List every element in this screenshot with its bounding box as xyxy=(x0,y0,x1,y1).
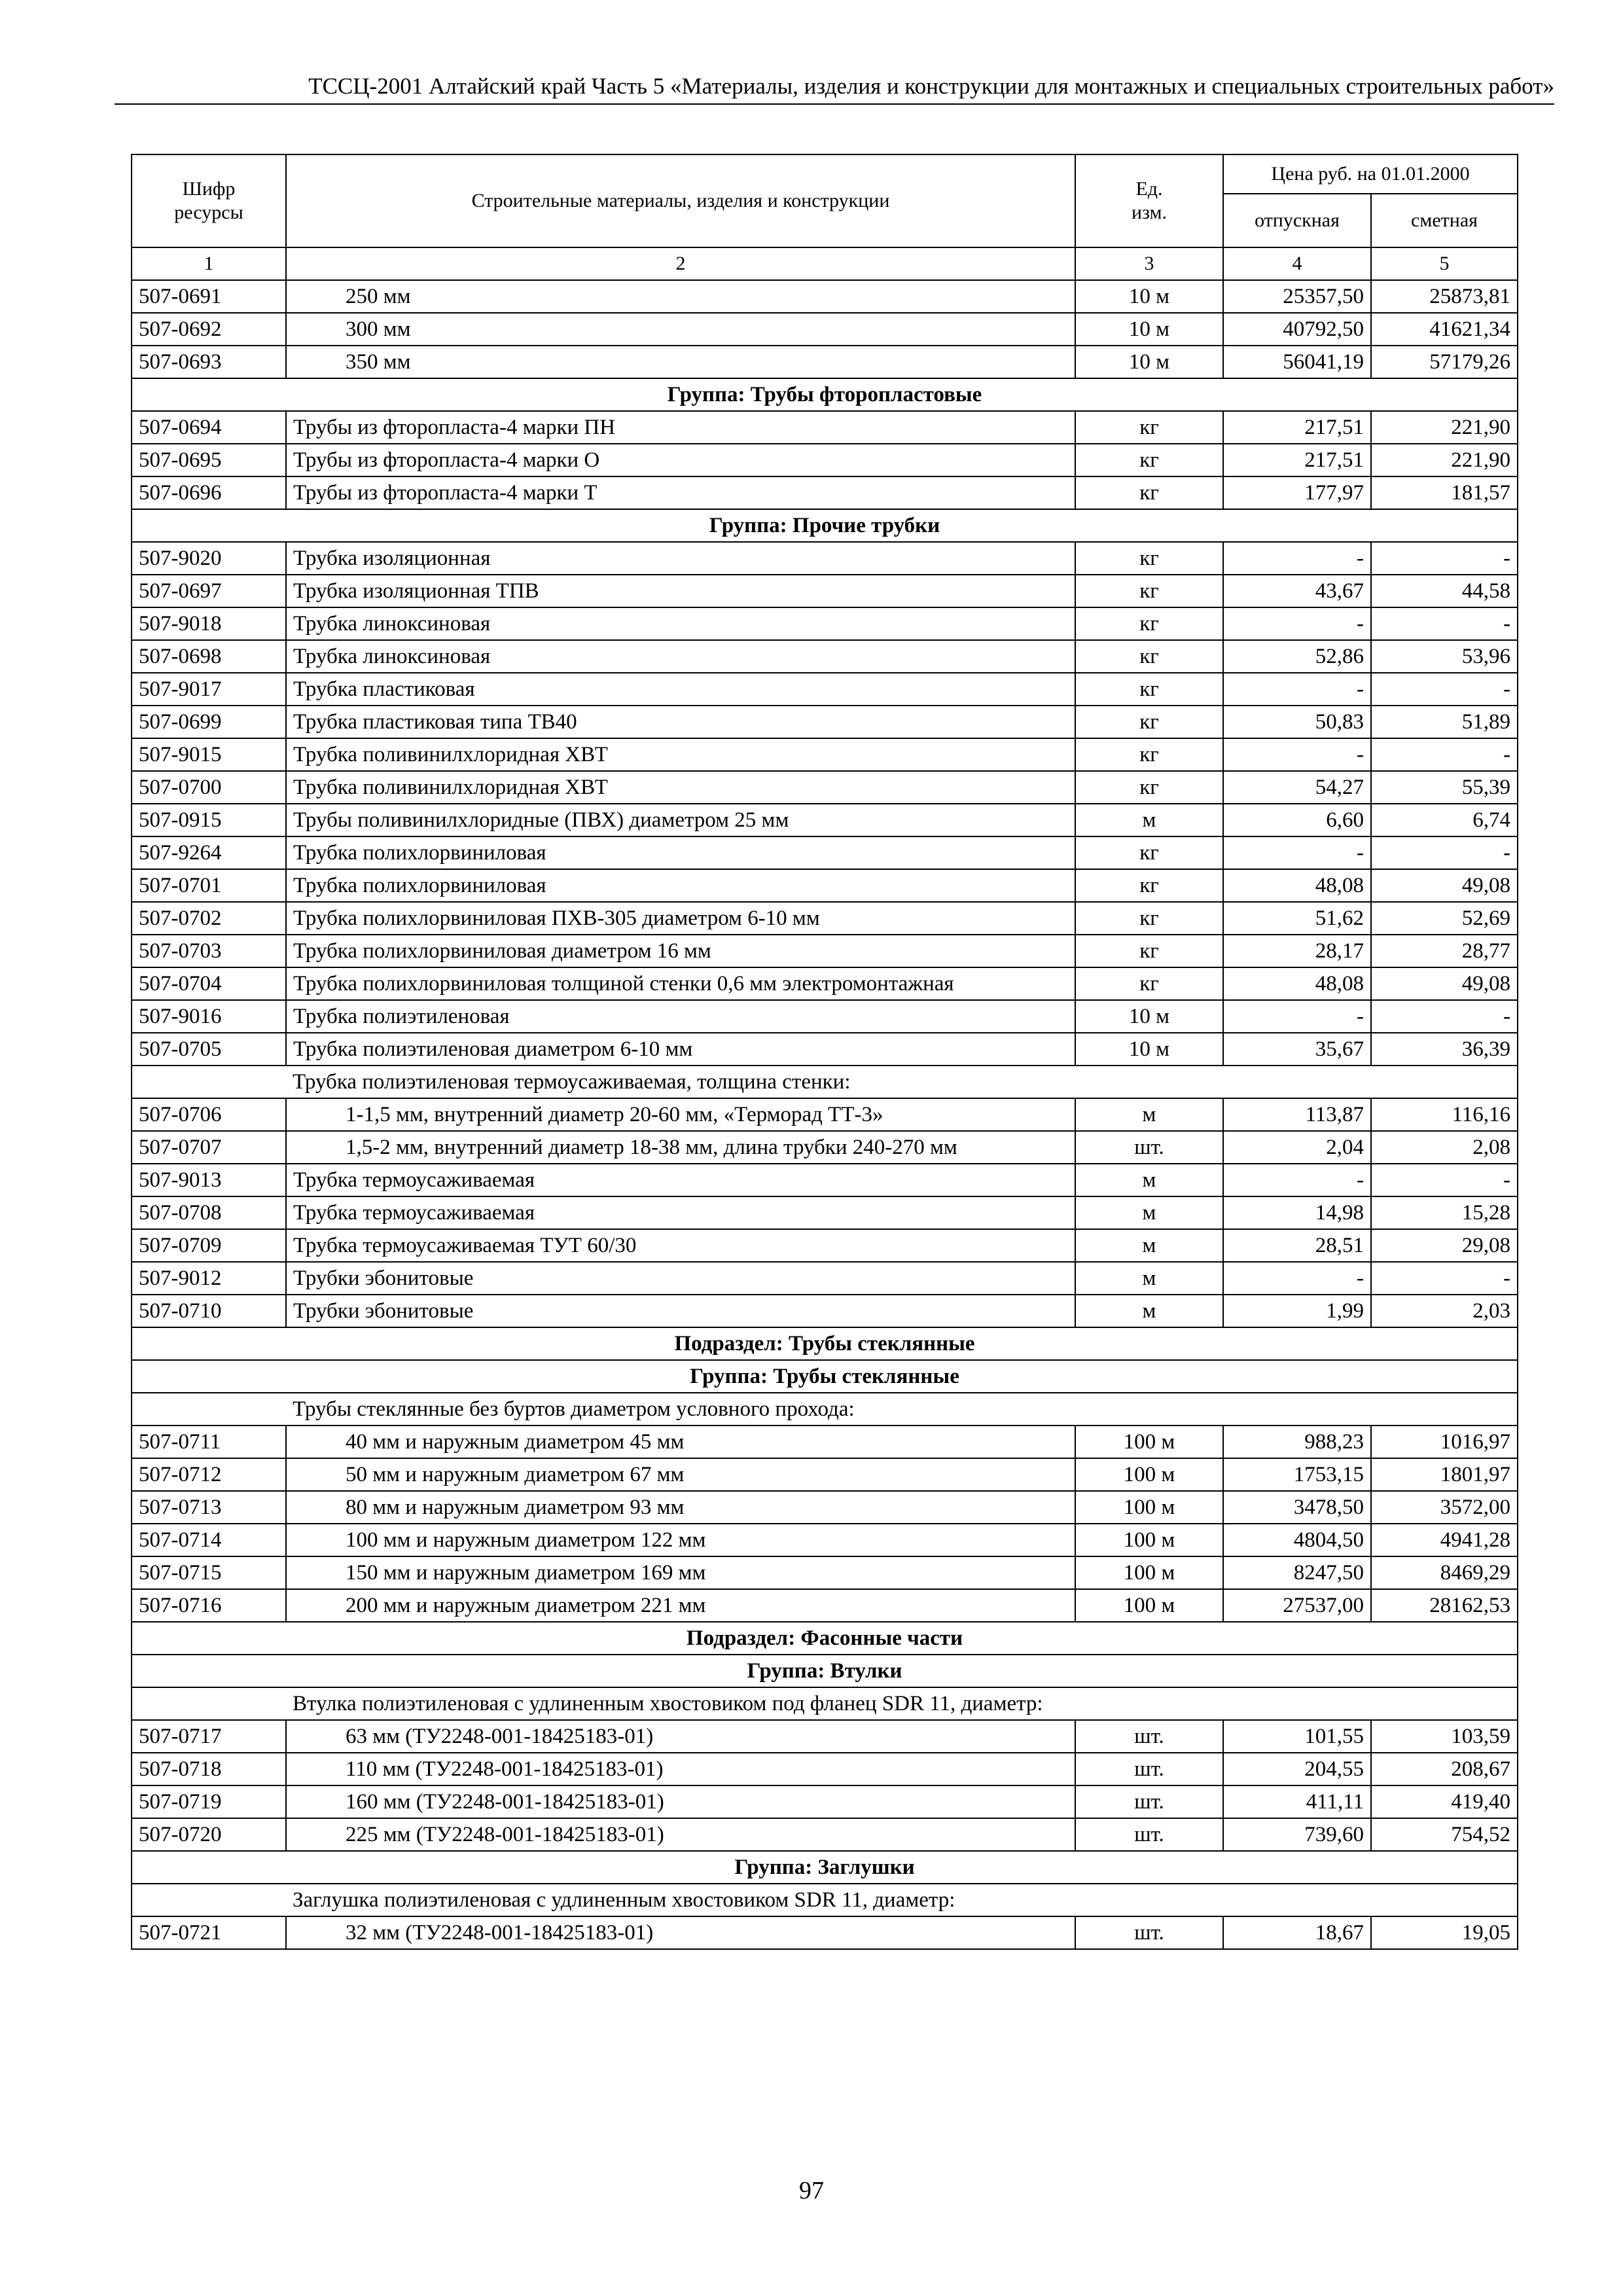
resource-code: 507-0704 xyxy=(132,967,286,1000)
table-row xyxy=(132,1033,1518,1066)
resource-code: 507-0701 xyxy=(132,869,286,902)
resource-code: 507-0706 xyxy=(132,1098,286,1131)
estimate-price: 221,90 xyxy=(1371,411,1518,444)
table-row xyxy=(132,1556,1518,1589)
material-name: Трубы из фторопласта-4 марки Т xyxy=(286,476,1075,509)
subheading-text: Трубы стеклянные без буртов диаметром условного прохода: xyxy=(286,1393,1518,1426)
table-row xyxy=(132,1426,1518,1458)
unit-of-measure: кг xyxy=(1075,411,1223,444)
col-header-price: Цена руб. на 01.01.2000 xyxy=(1223,154,1518,194)
material-name: 160 мм (ТУ2248-001-18425183-01) xyxy=(286,1785,1075,1818)
col-header-release: отпускная xyxy=(1223,194,1371,247)
release-price: 177,97 xyxy=(1223,476,1371,509)
release-price: 54,27 xyxy=(1223,771,1371,804)
release-price: 217,51 xyxy=(1223,411,1371,444)
estimate-price: 419,40 xyxy=(1371,1785,1518,1818)
release-price: - xyxy=(1223,607,1371,640)
material-name: Трубка полихлорвиниловая xyxy=(286,836,1075,869)
release-price: 14,98 xyxy=(1223,1196,1371,1229)
column-number: 3 xyxy=(1075,247,1223,280)
estimate-price: 19,05 xyxy=(1371,1916,1518,1949)
resource-code: 507-0694 xyxy=(132,411,286,444)
subheading-spacer xyxy=(132,1687,286,1720)
resource-code: 507-9016 xyxy=(132,1000,286,1033)
table-row xyxy=(132,1295,1518,1327)
table-row xyxy=(132,935,1518,967)
estimate-price: - xyxy=(1371,673,1518,706)
subheading-text: Трубка полиэтиленовая термоусаживаемая, толщина стенки: xyxy=(286,1066,1518,1098)
unit-of-measure: 100 м xyxy=(1075,1524,1223,1556)
price-table xyxy=(131,154,1518,1950)
subheading-row xyxy=(132,1687,1518,1720)
release-price: 113,87 xyxy=(1223,1098,1371,1131)
resource-code: 507-9020 xyxy=(132,542,286,575)
unit-of-measure: кг xyxy=(1075,444,1223,476)
column-number: 1 xyxy=(132,247,286,280)
resource-code: 507-0708 xyxy=(132,1196,286,1229)
estimate-price: - xyxy=(1371,607,1518,640)
group-title: Группа: Втулки xyxy=(132,1655,1518,1687)
estimate-price: 49,08 xyxy=(1371,967,1518,1000)
estimate-price: 8469,29 xyxy=(1371,1556,1518,1589)
group-title: Группа: Заглушки xyxy=(132,1851,1518,1884)
release-price: 43,67 xyxy=(1223,575,1371,607)
table-row xyxy=(132,476,1518,509)
unit-of-measure: шт. xyxy=(1075,1785,1223,1818)
table-row xyxy=(132,1131,1518,1164)
resource-code: 507-9017 xyxy=(132,673,286,706)
material-name: 350 мм xyxy=(286,346,1075,378)
unit-of-measure: 100 м xyxy=(1075,1491,1223,1524)
material-name: 40 мм и наружным диаметром 45 мм xyxy=(286,1426,1075,1458)
material-name: Трубка линоксиновая xyxy=(286,607,1075,640)
subsection-title: Подраздел: Трубы стеклянные xyxy=(132,1327,1518,1360)
material-name: 250 мм xyxy=(286,280,1075,313)
subheading-text: Заглушка полиэтиленовая с удлиненным хвостовиком SDR 11, диаметр: xyxy=(286,1884,1518,1916)
unit-of-measure: кг xyxy=(1075,706,1223,738)
release-price: 217,51 xyxy=(1223,444,1371,476)
table-row xyxy=(132,836,1518,869)
resource-code: 507-0692 xyxy=(132,313,286,346)
material-name: Трубка термоусаживаемая ТУТ 60/30 xyxy=(286,1229,1075,1262)
release-price: - xyxy=(1223,1000,1371,1033)
group-row xyxy=(132,1851,1518,1884)
table-header xyxy=(132,154,1518,280)
resource-code: 507-0711 xyxy=(132,1426,286,1458)
material-name: 63 мм (ТУ2248-001-18425183-01) xyxy=(286,1720,1075,1753)
table-body xyxy=(132,280,1518,1949)
estimate-price: 25873,81 xyxy=(1371,280,1518,313)
unit-of-measure: шт. xyxy=(1075,1131,1223,1164)
running-header: ТССЦ-2001 Алтайский край Часть 5 «Материалы, изделия и конструкции для монтажных и специальных строительных работ» xyxy=(308,73,1554,99)
material-name: Трубка термоусаживаемая xyxy=(286,1164,1075,1196)
release-price: 50,83 xyxy=(1223,706,1371,738)
unit-of-measure: 100 м xyxy=(1075,1556,1223,1589)
release-price: 48,08 xyxy=(1223,967,1371,1000)
estimate-price: 208,67 xyxy=(1371,1753,1518,1785)
material-name: 80 мм и наружным диаметром 93 мм xyxy=(286,1491,1075,1524)
estimate-price: 29,08 xyxy=(1371,1229,1518,1262)
release-price: 28,51 xyxy=(1223,1229,1371,1262)
resource-code: 507-0695 xyxy=(132,444,286,476)
material-name: 300 мм xyxy=(286,313,1075,346)
material-name: Трубка полихлорвиниловая xyxy=(286,869,1075,902)
release-price: 411,11 xyxy=(1223,1785,1371,1818)
table-row xyxy=(132,869,1518,902)
estimate-price: 49,08 xyxy=(1371,869,1518,902)
release-price: 4804,50 xyxy=(1223,1524,1371,1556)
material-name: 200 мм и наружным диаметром 221 мм xyxy=(286,1589,1075,1622)
release-price: 8247,50 xyxy=(1223,1556,1371,1589)
unit-of-measure: м xyxy=(1075,1229,1223,1262)
estimate-price: 28,77 xyxy=(1371,935,1518,967)
estimate-price: 1016,97 xyxy=(1371,1426,1518,1458)
estimate-price: 181,57 xyxy=(1371,476,1518,509)
table-row xyxy=(132,1491,1518,1524)
resource-code: 507-0700 xyxy=(132,771,286,804)
estimate-price: 55,39 xyxy=(1371,771,1518,804)
subsection-row xyxy=(132,1622,1518,1655)
estimate-price: 41621,34 xyxy=(1371,313,1518,346)
resource-code: 507-9013 xyxy=(132,1164,286,1196)
table-row xyxy=(132,1262,1518,1295)
estimate-price: 15,28 xyxy=(1371,1196,1518,1229)
column-number: 4 xyxy=(1223,247,1371,280)
group-title: Группа: Прочие трубки xyxy=(132,509,1518,542)
unit-of-measure: 10 м xyxy=(1075,280,1223,313)
unit-of-measure: кг xyxy=(1075,738,1223,771)
unit-of-measure: м xyxy=(1075,804,1223,836)
resource-code: 507-9018 xyxy=(132,607,286,640)
table-row xyxy=(132,1196,1518,1229)
estimate-price: 57179,26 xyxy=(1371,346,1518,378)
col-header-code: Шифр ресурсы xyxy=(132,154,286,247)
table-row xyxy=(132,1720,1518,1753)
estimate-price: 4941,28 xyxy=(1371,1524,1518,1556)
table-row xyxy=(132,542,1518,575)
table-row xyxy=(132,1098,1518,1131)
release-price: 1753,15 xyxy=(1223,1458,1371,1491)
table-row xyxy=(132,313,1518,346)
estimate-price: 116,16 xyxy=(1371,1098,1518,1131)
resource-code: 507-0697 xyxy=(132,575,286,607)
group-title: Группа: Трубы фторопластовые xyxy=(132,378,1518,411)
estimate-price: 103,59 xyxy=(1371,1720,1518,1753)
release-price: - xyxy=(1223,673,1371,706)
resource-code: 507-0696 xyxy=(132,476,286,509)
table-row xyxy=(132,1229,1518,1262)
estimate-price: - xyxy=(1371,1000,1518,1033)
release-price: 25357,50 xyxy=(1223,280,1371,313)
table-row xyxy=(132,967,1518,1000)
subheading-row xyxy=(132,1066,1518,1098)
estimate-price: 754,52 xyxy=(1371,1818,1518,1851)
resource-code: 507-0720 xyxy=(132,1818,286,1851)
unit-of-measure: шт. xyxy=(1075,1916,1223,1949)
estimate-price: 44,58 xyxy=(1371,575,1518,607)
release-price: 3478,50 xyxy=(1223,1491,1371,1524)
material-name: 1-1,5 мм, внутренний диаметр 20-60 мм, «Терморад ТТ-3» xyxy=(286,1098,1075,1131)
unit-of-measure: шт. xyxy=(1075,1720,1223,1753)
material-name: 150 мм и наружным диаметром 169 мм xyxy=(286,1556,1075,1589)
table-row xyxy=(132,771,1518,804)
material-name: Трубка поливинилхлоридная ХВТ xyxy=(286,738,1075,771)
resource-code: 507-0698 xyxy=(132,640,286,673)
table-row xyxy=(132,1785,1518,1818)
subheading-row xyxy=(132,1884,1518,1916)
table-row xyxy=(132,1164,1518,1196)
group-row xyxy=(132,378,1518,411)
subheading-spacer xyxy=(132,1884,286,1916)
material-name: 50 мм и наружным диаметром 67 мм xyxy=(286,1458,1075,1491)
release-price: 204,55 xyxy=(1223,1753,1371,1785)
resource-code: 507-0718 xyxy=(132,1753,286,1785)
subsection-row xyxy=(132,1327,1518,1360)
unit-of-measure: кг xyxy=(1075,935,1223,967)
resource-code: 507-0702 xyxy=(132,902,286,935)
subheading-spacer xyxy=(132,1066,286,1098)
release-price: 35,67 xyxy=(1223,1033,1371,1066)
resource-code: 507-0715 xyxy=(132,1556,286,1589)
subheading-text: Втулка полиэтиленовая с удлиненным хвостовиком под фланец SDR 11, диаметр: xyxy=(286,1687,1518,1720)
release-price: 6,60 xyxy=(1223,804,1371,836)
table-row xyxy=(132,1458,1518,1491)
unit-of-measure: шт. xyxy=(1075,1753,1223,1785)
estimate-price: 28162,53 xyxy=(1371,1589,1518,1622)
unit-of-measure: 100 м xyxy=(1075,1458,1223,1491)
unit-of-measure: 10 м xyxy=(1075,346,1223,378)
table-row xyxy=(132,706,1518,738)
col-header-estimate: сметная xyxy=(1371,194,1518,247)
table-row xyxy=(132,1916,1518,1949)
release-price: 1,99 xyxy=(1223,1295,1371,1327)
release-price: 101,55 xyxy=(1223,1720,1371,1753)
unit-of-measure: кг xyxy=(1075,542,1223,575)
subheading-spacer xyxy=(132,1393,286,1426)
resource-code: 507-0717 xyxy=(132,1720,286,1753)
release-price: - xyxy=(1223,738,1371,771)
group-row xyxy=(132,509,1518,542)
table-row xyxy=(132,1753,1518,1785)
resource-code: 507-9015 xyxy=(132,738,286,771)
unit-of-measure: шт. xyxy=(1075,1818,1223,1851)
group-title: Группа: Трубы стеклянные xyxy=(132,1360,1518,1393)
subheading-row xyxy=(132,1393,1518,1426)
table-row xyxy=(132,346,1518,378)
estimate-price: 2,03 xyxy=(1371,1295,1518,1327)
header-rule xyxy=(115,103,1554,105)
material-name: 1,5-2 мм, внутренний диаметр 18-38 мм, длина трубки 240-270 мм xyxy=(286,1131,1075,1164)
material-name: Трубка полихлорвиниловая толщиной стенки 0,6 мм электромонтажная xyxy=(286,967,1075,1000)
resource-code: 507-0693 xyxy=(132,346,286,378)
release-price: 739,60 xyxy=(1223,1818,1371,1851)
resource-code: 507-0721 xyxy=(132,1916,286,1949)
release-price: 56041,19 xyxy=(1223,346,1371,378)
estimate-price: - xyxy=(1371,542,1518,575)
release-price: 40792,50 xyxy=(1223,313,1371,346)
resource-code: 507-9264 xyxy=(132,836,286,869)
material-name: Трубка изоляционная ТПВ xyxy=(286,575,1075,607)
table-row xyxy=(132,1000,1518,1033)
resource-code: 507-0709 xyxy=(132,1229,286,1262)
unit-of-measure: кг xyxy=(1075,771,1223,804)
estimate-price: - xyxy=(1371,1262,1518,1295)
col-header-name: Строительные материалы, изделия и конструкции xyxy=(286,154,1075,247)
column-number: 2 xyxy=(286,247,1075,280)
release-price: 51,62 xyxy=(1223,902,1371,935)
unit-of-measure: кг xyxy=(1075,836,1223,869)
unit-of-measure: 10 м xyxy=(1075,1033,1223,1066)
table-row xyxy=(132,411,1518,444)
column-number: 5 xyxy=(1371,247,1518,280)
estimate-price: 6,74 xyxy=(1371,804,1518,836)
table-row xyxy=(132,444,1518,476)
material-name: 100 мм и наружным диаметром 122 мм xyxy=(286,1524,1075,1556)
unit-of-measure: кг xyxy=(1075,673,1223,706)
estimate-price: - xyxy=(1371,738,1518,771)
col-header-unit: Ед. изм. xyxy=(1075,154,1223,247)
table-row xyxy=(132,673,1518,706)
estimate-price: 36,39 xyxy=(1371,1033,1518,1066)
resource-code: 507-0713 xyxy=(132,1491,286,1524)
estimate-price: 2,08 xyxy=(1371,1131,1518,1164)
material-name: Трубы из фторопласта-4 марки О xyxy=(286,444,1075,476)
release-price: 18,67 xyxy=(1223,1916,1371,1949)
material-name: 32 мм (ТУ2248-001-18425183-01) xyxy=(286,1916,1075,1949)
resource-code: 507-0699 xyxy=(132,706,286,738)
material-name: Трубы поливинилхлоридные (ПВХ) диаметром 25 мм xyxy=(286,804,1075,836)
resource-code: 507-0703 xyxy=(132,935,286,967)
release-price: 48,08 xyxy=(1223,869,1371,902)
estimate-price: 1801,97 xyxy=(1371,1458,1518,1491)
estimate-price: 221,90 xyxy=(1371,444,1518,476)
subsection-title: Подраздел: Фасонные части xyxy=(132,1622,1518,1655)
table-row xyxy=(132,575,1518,607)
unit-of-measure: 10 м xyxy=(1075,313,1223,346)
release-price: - xyxy=(1223,542,1371,575)
resource-code: 507-0710 xyxy=(132,1295,286,1327)
estimate-price: - xyxy=(1371,836,1518,869)
material-name: Трубки эбонитовые xyxy=(286,1262,1075,1295)
resource-code: 507-0707 xyxy=(132,1131,286,1164)
release-price: - xyxy=(1223,1164,1371,1196)
unit-of-measure: 10 м xyxy=(1075,1000,1223,1033)
estimate-price: 3572,00 xyxy=(1371,1491,1518,1524)
material-name: Трубка поливинилхлоридная ХВТ xyxy=(286,771,1075,804)
resource-code: 507-0716 xyxy=(132,1589,286,1622)
release-price: 988,23 xyxy=(1223,1426,1371,1458)
table-row xyxy=(132,280,1518,313)
material-name: 110 мм (ТУ2248-001-18425183-01) xyxy=(286,1753,1075,1785)
release-price: 28,17 xyxy=(1223,935,1371,967)
group-row xyxy=(132,1655,1518,1687)
material-name: Трубка пластиковая типа ТВ40 xyxy=(286,706,1075,738)
resource-code: 507-0705 xyxy=(132,1033,286,1066)
material-name: Трубки эбонитовые xyxy=(286,1295,1075,1327)
release-price: 27537,00 xyxy=(1223,1589,1371,1622)
table-row xyxy=(132,640,1518,673)
material-name: Трубка линоксиновая xyxy=(286,640,1075,673)
resource-code: 507-0714 xyxy=(132,1524,286,1556)
unit-of-measure: м xyxy=(1075,1295,1223,1327)
material-name: Трубка полихлорвиниловая диаметром 16 мм xyxy=(286,935,1075,967)
material-name: Трубы из фторопласта-4 марки ПН xyxy=(286,411,1075,444)
material-name: Трубка полихлорвиниловая ПХВ-305 диаметром 6-10 мм xyxy=(286,902,1075,935)
unit-of-measure: кг xyxy=(1075,640,1223,673)
estimate-price: 53,96 xyxy=(1371,640,1518,673)
unit-of-measure: м xyxy=(1075,1098,1223,1131)
unit-of-measure: кг xyxy=(1075,607,1223,640)
release-price: 2,04 xyxy=(1223,1131,1371,1164)
table-row xyxy=(132,804,1518,836)
resource-code: 507-9012 xyxy=(132,1262,286,1295)
table-row xyxy=(132,607,1518,640)
material-name: Трубка полиэтиленовая xyxy=(286,1000,1075,1033)
unit-of-measure: 100 м xyxy=(1075,1589,1223,1622)
material-name: Трубка термоусаживаемая xyxy=(286,1196,1075,1229)
table-row xyxy=(132,902,1518,935)
unit-of-measure: кг xyxy=(1075,575,1223,607)
material-name: Трубка изоляционная xyxy=(286,542,1075,575)
material-name: Трубка полиэтиленовая диаметром 6-10 мм xyxy=(286,1033,1075,1066)
unit-of-measure: м xyxy=(1075,1164,1223,1196)
unit-of-measure: м xyxy=(1075,1262,1223,1295)
table-row xyxy=(132,738,1518,771)
table-row xyxy=(132,1818,1518,1851)
release-price: 52,86 xyxy=(1223,640,1371,673)
page-number: 97 xyxy=(799,2177,824,2204)
unit-of-measure: кг xyxy=(1075,869,1223,902)
resource-code: 507-0915 xyxy=(132,804,286,836)
unit-of-measure: м xyxy=(1075,1196,1223,1229)
resource-code: 507-0719 xyxy=(132,1785,286,1818)
estimate-price: 51,89 xyxy=(1371,706,1518,738)
resource-code: 507-0712 xyxy=(132,1458,286,1491)
estimate-price: - xyxy=(1371,1164,1518,1196)
material-name: 225 мм (ТУ2248-001-18425183-01) xyxy=(286,1818,1075,1851)
unit-of-measure: кг xyxy=(1075,902,1223,935)
release-price: - xyxy=(1223,1262,1371,1295)
table-row xyxy=(132,1524,1518,1556)
unit-of-measure: 100 м xyxy=(1075,1426,1223,1458)
resource-code: 507-0691 xyxy=(132,280,286,313)
table-row xyxy=(132,1589,1518,1622)
group-row xyxy=(132,1360,1518,1393)
column-number-row xyxy=(132,247,1518,280)
release-price: - xyxy=(1223,836,1371,869)
unit-of-measure: кг xyxy=(1075,476,1223,509)
material-name: Трубка пластиковая xyxy=(286,673,1075,706)
estimate-price: 52,69 xyxy=(1371,902,1518,935)
unit-of-measure: кг xyxy=(1075,967,1223,1000)
